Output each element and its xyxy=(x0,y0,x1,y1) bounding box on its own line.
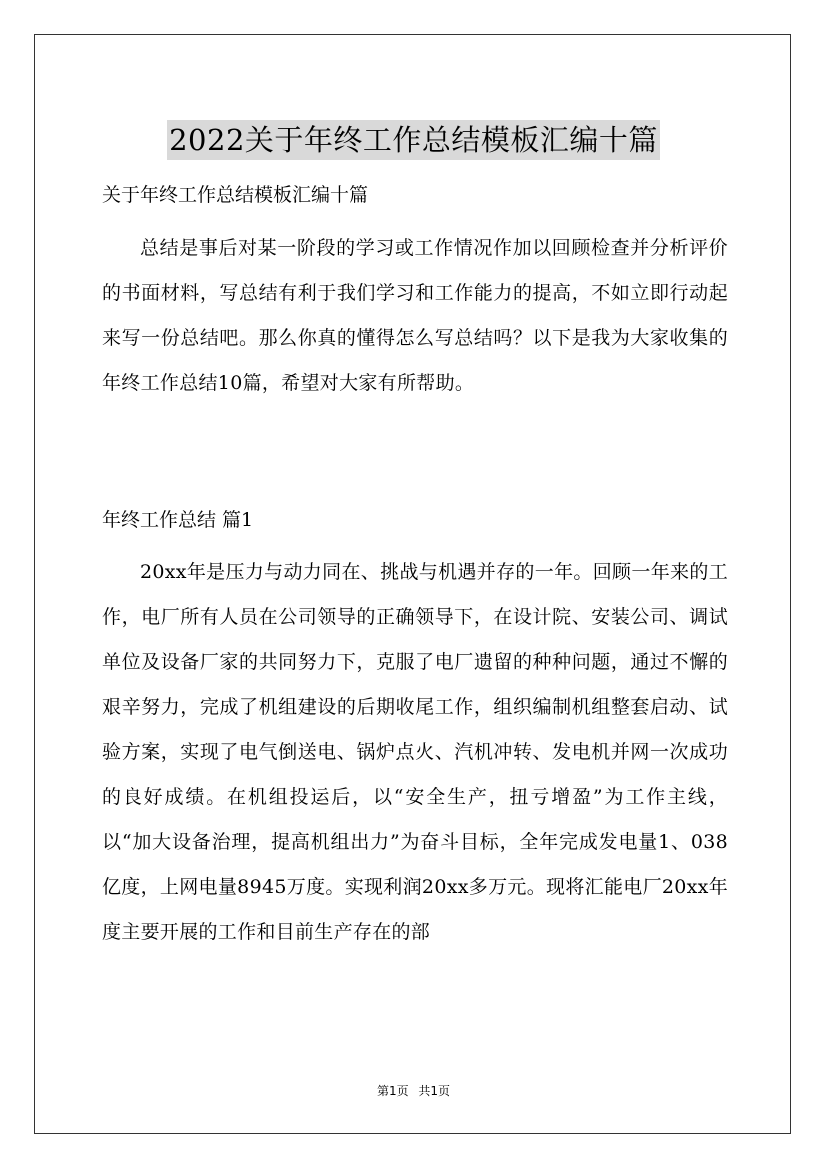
document-title: 2022关于年终工作总结模板汇编十篇 xyxy=(167,120,660,160)
page-number: 第1页 xyxy=(376,1084,409,1098)
section-body-container xyxy=(102,550,728,955)
title-container xyxy=(0,101,827,180)
section-heading: 年终工作总结 篇1 xyxy=(102,509,254,531)
document-subtitle: 关于年终工作总结模板汇编十篇 xyxy=(102,184,369,206)
intro-paragraph-container xyxy=(102,226,728,406)
section-body-paragraph: 20xx年是压力与动力同在、挑战与机遇并存的一年。回顾一年来的工作，电厂所有人员在公司领导的正确领导下，在设计院、安装公司、调试单位及设备厂家的共同努力下，克服了电厂遗留的种种问题，通过不懈的艰辛努力，完成了机组建设的后期收尾工作，组织编制机组整套启动、试验方案，实现了电气倒送电、锅炉点火、汽机冲转、发电机并网一次成功的良好成绩。在机组投运后，以“安全生产，扭亏增盈”为工作主线，以“加大设备治理，提高机组出力”为奋斗目标，全年完成发电量1、038亿度，上网电量8945万度。实现利润20xx多万元。现将汇能电厂20xx年度主要开展的工作和目前生产存在的部 xyxy=(102,561,728,943)
intro-paragraph: 总结是事后对某一阶段的学习或工作情况作加以回顾检查并分析评价的书面材料，写总结有利于我们学习和工作能力的提高，不如立即行动起来写一份总结吧。那么你真的懂得怎么写总结吗？以下是我为大家收集的年终工作总结10篇，希望对大家有所帮助。 xyxy=(102,237,728,394)
page-footer xyxy=(0,1082,827,1099)
page-total: 共1页 xyxy=(418,1084,451,1098)
